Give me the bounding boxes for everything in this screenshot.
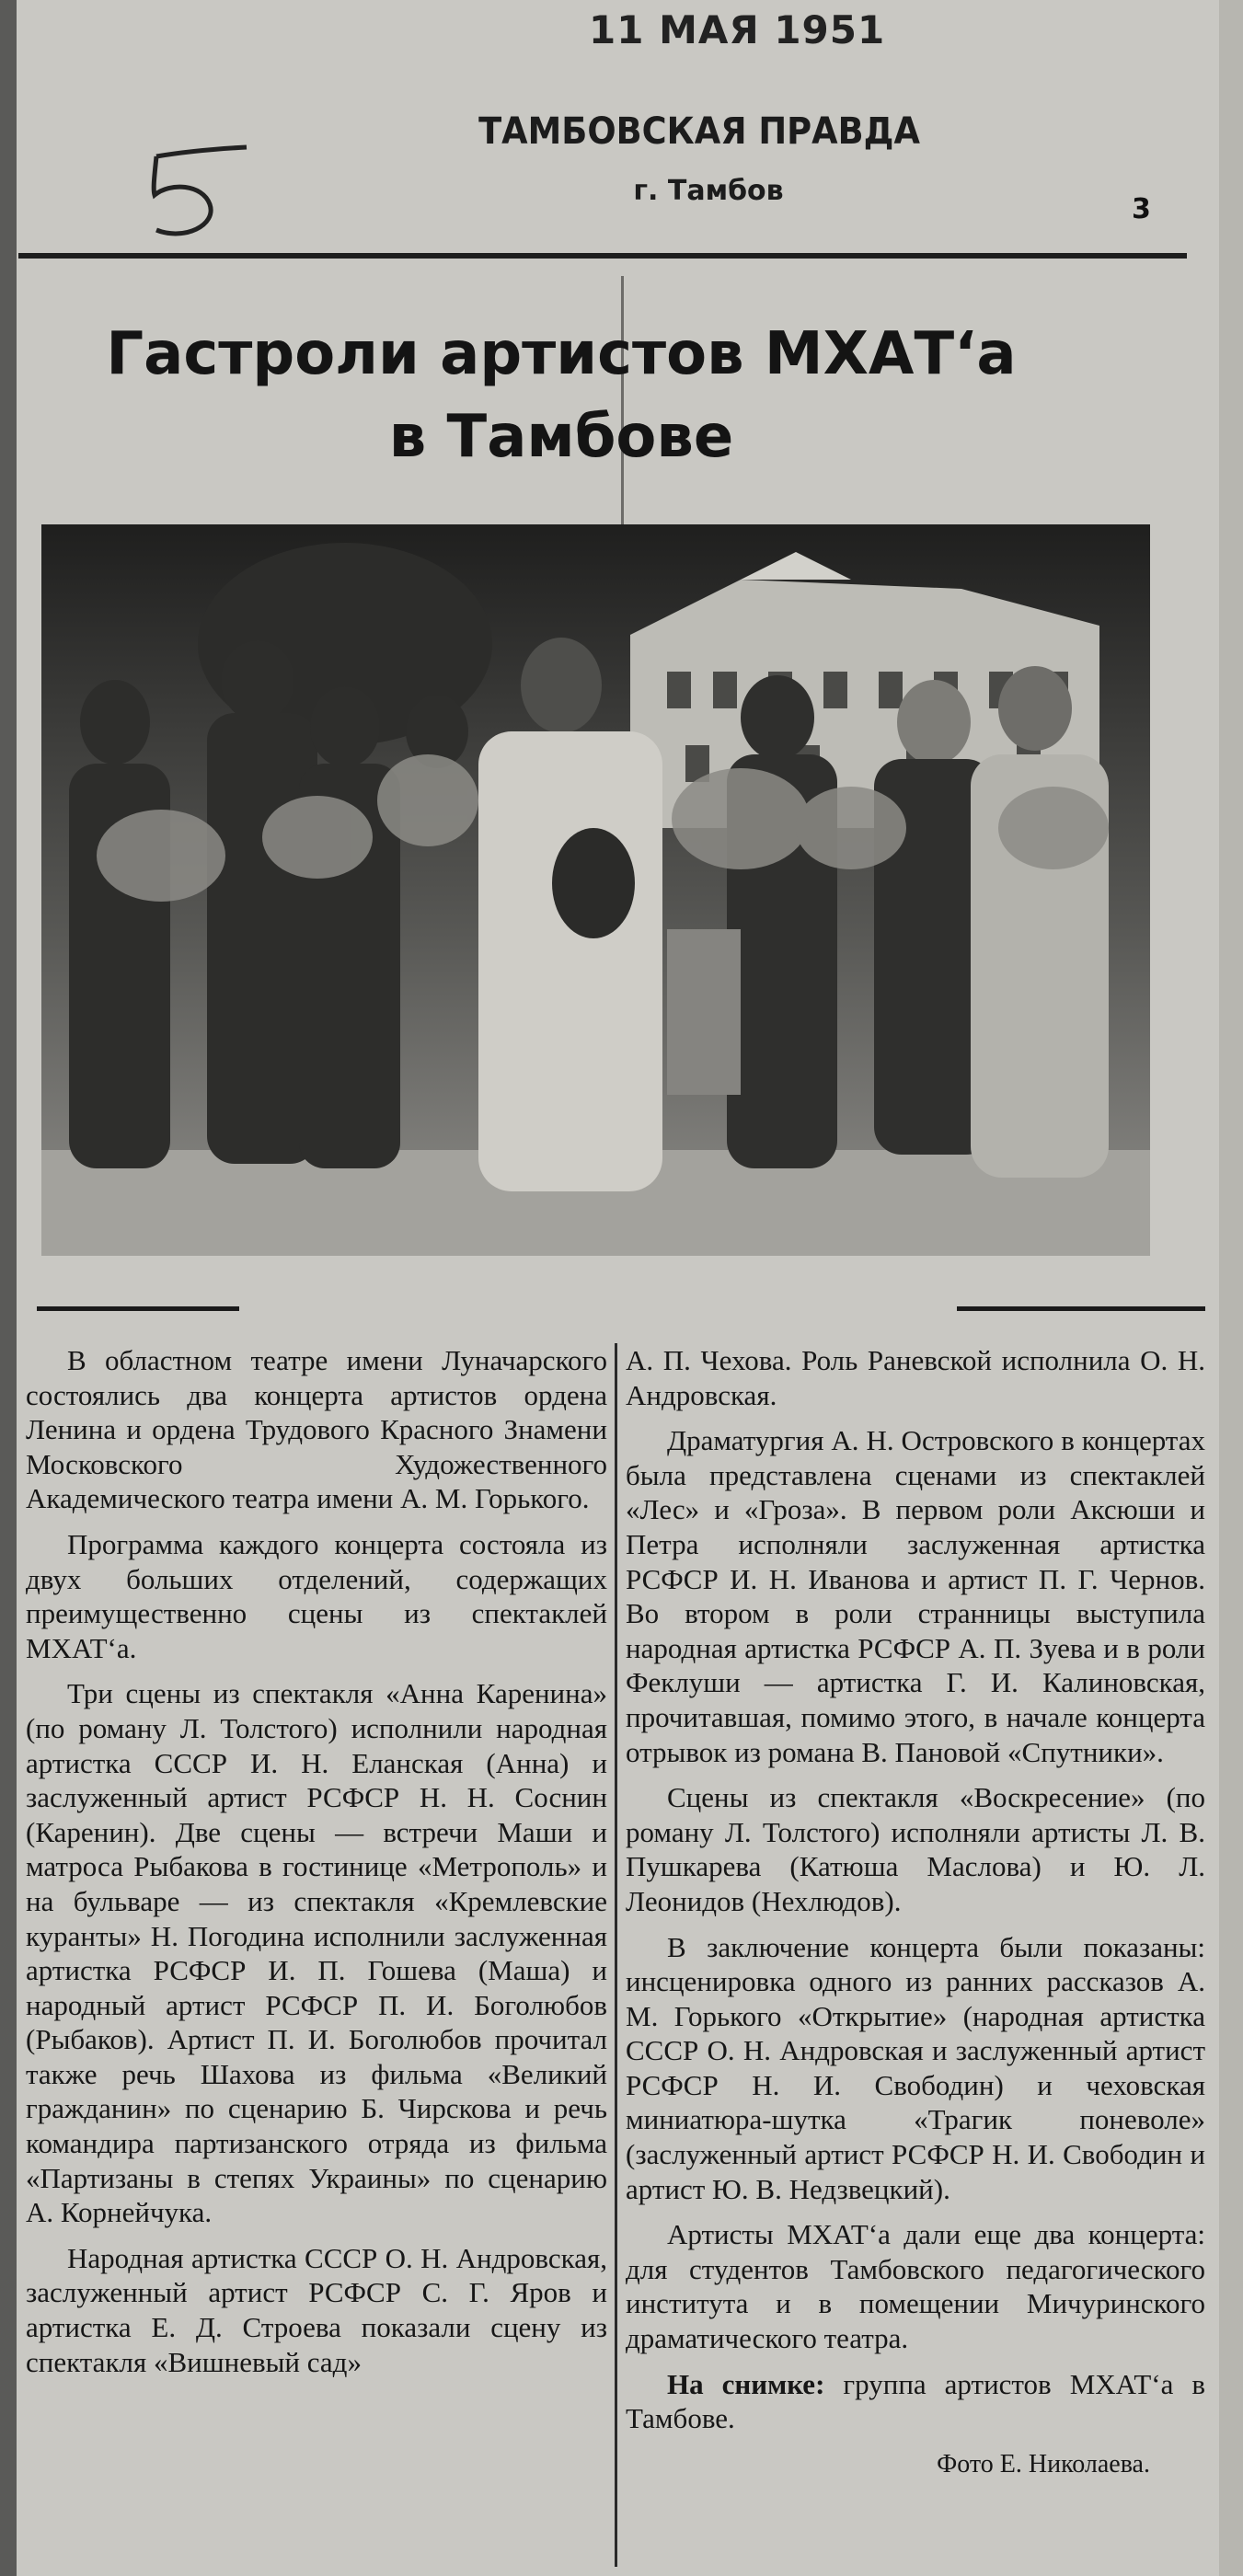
newspaper-title: ТАМБОВСКАЯ ПРАВДА	[478, 110, 920, 153]
paragraph: В областном театре имени Луначарского состоялись два концерта артистов ордена Ленина и ордена Трудового Красного Знамени Московского Художественного Академического театра имени А. М. Горького.	[26, 1344, 607, 1515]
scan-edge-right	[1219, 0, 1243, 2576]
paragraph: Драматургия А. Н. Островского в концертах была представлена сценами из спектаклей «Лес» и «Гроза». В первом роли Аксюши и Петра исполняли заслуженная артистка РСФСР И. Н. Иванова и артист П. Г. Чернов. Во втором в роли странницы выступила народная артистка РСФСР А. П. Зуева и в роли Феклуши — артистка Г. И. Калиновская, прочитавшая, помимо этого, в начале концерта отрывок из романа В. Пановой «Спутники».	[626, 1424, 1205, 1768]
article-column-left	[26, 1343, 607, 2390]
photo-image	[41, 524, 1150, 1256]
date-stamp: 11 МАЯ 1951	[589, 7, 886, 52]
paragraph: Программа каждого концерта состояла из двух больших отделений, содержащих преимущественно сцены из спектаклей МХАТ‘а.	[26, 1527, 607, 1664]
paragraph: Артисты МХАТ‘а дали еще два концерта: для студентов Тамбовского педагогического института и в помещении Мичуринского драматического театра.	[626, 2218, 1205, 2355]
scan-edge-left	[0, 0, 17, 2576]
photo-caption	[626, 2367, 1205, 2436]
headline-line-2: в Тамбове	[388, 403, 734, 471]
article-headline	[55, 313, 1067, 478]
separator-right	[957, 1306, 1205, 1311]
caption-label: На снимке:	[667, 2367, 825, 2400]
separator-left	[37, 1306, 239, 1311]
headline-line-1: Гастроли артистов МХАТ‘а	[106, 320, 1017, 388]
photo-credit: Фото Е. Николаева.	[937, 2449, 1150, 2478]
paragraph: Народная артистка СССР О. Н. Андровская, заслуженный артист РСФСР С. Г. Яров и артистка Е. Д. Строева показали сцену из спектакля «Вишневый сад»	[26, 2241, 607, 2378]
paragraph: Три сцены из спектакля «Анна Каренина» (по роману Л. Толстого) исполнили народная артистка СССР И. Н. Еланская (Анна) и заслуженный артист РСФСР Н. Н. Соснин (Каренин). Две сцены — встречи Маши и матроса Рыбакова в гостинице «Метрополь» и на бульваре — из спектакля «Кремлевские куранты» Н. Погодина исполнили заслуженная артистка РСФСР И. П. Гошева (Маша) и народный артист РСФСР П. И. Боголюбов (Рыбаков). Артист П. И. Боголюбов прочитал также речь Шахова из фильма «Великий гражданин» по сценарию Б. Чирскова и речь командира партизанского отряда из фильма «Партизаны в степях Украины» по сценарию А. Корнейчука.	[26, 1677, 607, 2229]
page-number: 3	[1132, 193, 1151, 225]
paragraph-continued: А. П. Чехова. Роль Раневской исполнила О. Н. Андровская.	[626, 1344, 1205, 1411]
paragraph: В заключение концерта были показаны: инсценировка одного из ранних рассказов А. М. Горького «Открытие» (народная артистка СССР О. Н. Андровская и заслуженный артист РСФСР Н. И. Свободин) и чеховская миниатюра-шутка «Трагик поневоле» (заслуженный артист РСФСР Н. И. Свободин и артист Ю. В. Недзвецкий).	[626, 1930, 1205, 2205]
masthead-rule	[18, 253, 1187, 259]
handwritten-mark	[129, 138, 248, 248]
group-photo	[41, 524, 1150, 1256]
column-rule	[615, 1343, 617, 2567]
paragraph: Сцены из спектакля «Воскресение» (по роману Л. Толстого) исполняли артисты Л. В. Пушкарева (Катюша Маслова) и Ю. Л. Леонидов (Нехлюдов).	[626, 1781, 1205, 1917]
caption-text: группа артистов МХАТ‘а в Тамбове.	[626, 2367, 1205, 2435]
article-column-right	[626, 1343, 1205, 2481]
city-line: г. Тамбов	[633, 175, 784, 207]
